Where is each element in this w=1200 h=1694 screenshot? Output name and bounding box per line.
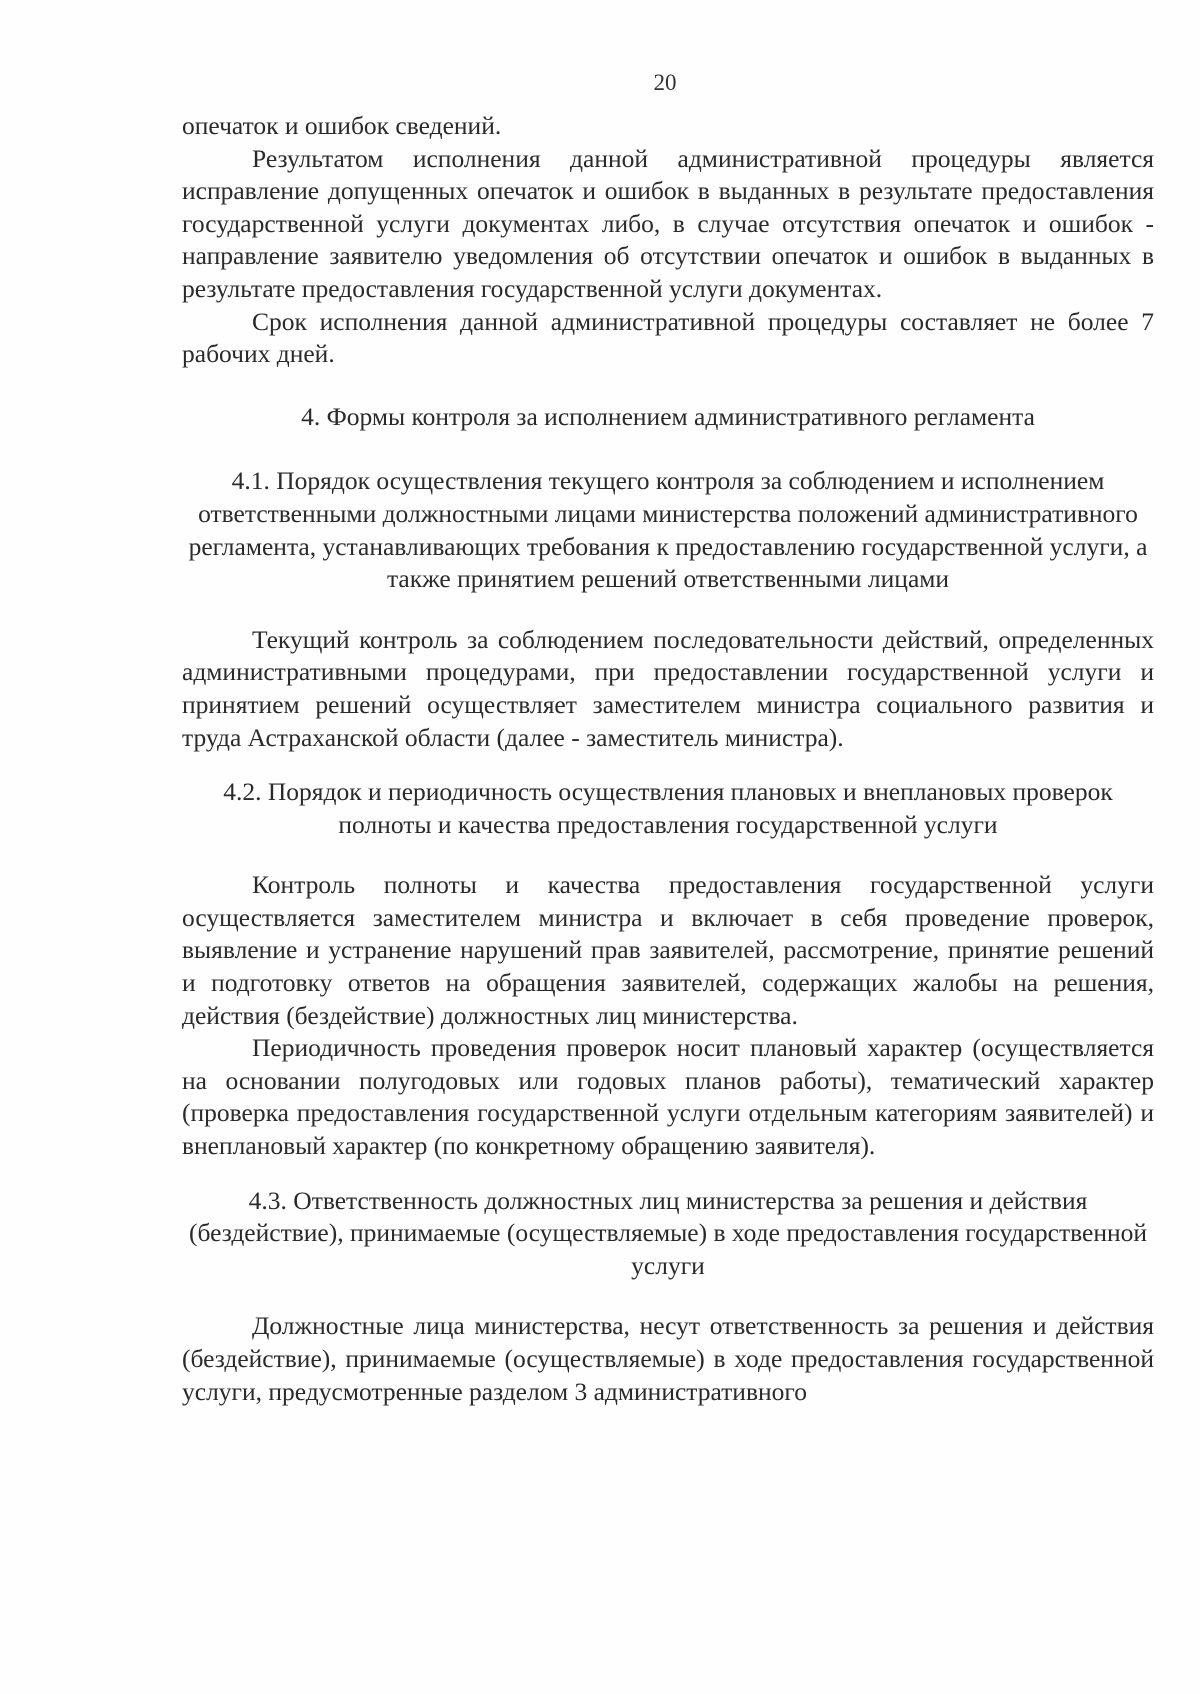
paragraph-responsibility: Должностные лица министерства, несут ответственность за решения и действия (бездействие), принимаемые (осуществляемые) в ходе предоставления государственной услуги, предусмотренные разделом 3 административного (182, 1311, 1154, 1406)
paragraph-continuation: опечаток и ошибок сведений. (182, 111, 502, 140)
page-number: 20 (653, 70, 677, 95)
document-body (182, 110, 1154, 1408)
section-heading-4-3: 4.3. Ответственность должностных лиц министерства за решения и действия (бездействие), принимаемые (осуществляемые) в ходе предоставления государственной услуги (188, 1185, 1148, 1280)
section-heading-4-2: 4.2. Порядок и периодичность осуществления плановых и внеплановых проверок полноты и качества предоставления государственной услуги (223, 777, 1113, 839)
section-heading-4-1: 4.1. Порядок осуществления текущего контроля за соблюдением и исполнением ответственными должностными лицами министерства положений административного регламента, устанавливающих требования к предоставлению государственной услуги, а также принятием решений ответственными лицами (188, 466, 1148, 594)
paragraph-current-control: Текущий контроль за соблюдением последовательности действий, определенных административными процедурами, при предоставлении государственной услуги и принятием решений осуществляет заместителем министра социального развития и труда Астраханской области (далее - заместитель министра). (182, 624, 1154, 752)
section-heading-4: 4. Формы контроля за исполнением административного регламента (301, 401, 1035, 431)
paragraph-deadline: Срок исполнения данной административной процедуры составляет не более 7 рабочих дней. (182, 306, 1154, 369)
paragraph-quality-control: Контроль полноты и качества предоставления государственной услуги осуществляется заместителем министра и включает в себя проведение проверок, выявление и устранение нарушений прав заявителей, рассмотрение, принятие решений и подготовку ответов на обращения заявителей, содержащих жалобы на решения, действия (бездействие) должностных лиц министерства. (182, 870, 1154, 1030)
paragraph-result: Результатом исполнения данной административной процедуры является исправление допущенных опечаток и ошибок в выданных в результате предоставления государственной услуги документах либо, в случае отсутствия опечаток и ошибок - направление заявителю уведомления об отсутствии опечаток и ошибок в выданных в результате предоставления государственной услуги документах. (182, 143, 1154, 303)
paragraph-periodicity: Периодичность проведения проверок носит плановый характер (осуществляется на основании полугодовых или годовых планов работы), тематический характер (проверка предоставления государственной услуги отдельным категориям заявителей) и внеплановый характер (по конкретному обращению заявителя). (182, 1033, 1154, 1161)
